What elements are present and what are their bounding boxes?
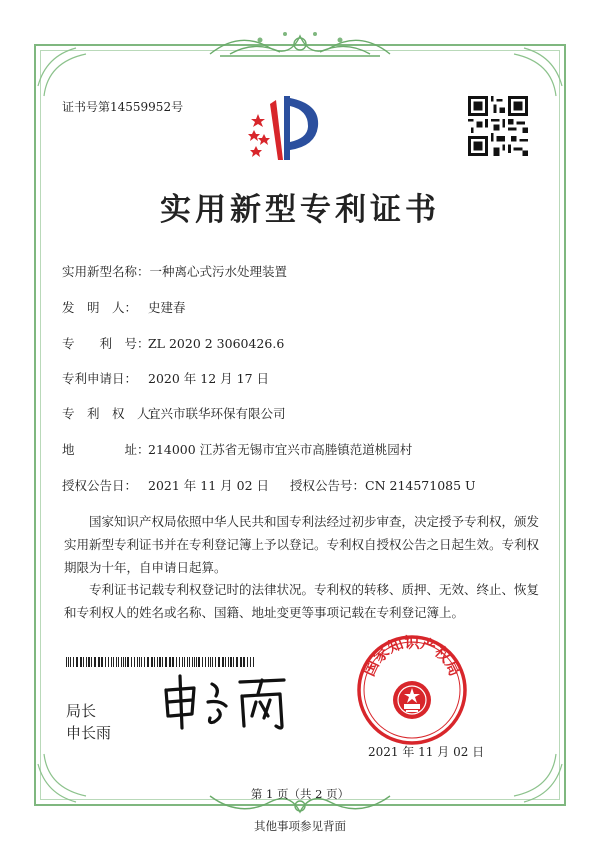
patentee-label: 专 利 权 人：: [62, 406, 163, 421]
field-utility-model-name: [62, 262, 287, 280]
announcement-number-value: CN 214571085 U: [365, 478, 476, 493]
announcement-date-value: 2021 年 11 月 02 日: [148, 478, 269, 493]
seal-text: 国家知识产权局: [359, 634, 465, 679]
field-announcement-number: [290, 476, 476, 494]
filing-date-label: 专利申请日：: [62, 371, 138, 386]
utility-model-name-label: 实用新型名称：: [62, 264, 150, 279]
filing-date-value: 2020 年 12 月 17 日: [148, 371, 269, 386]
announcement-date-label: 授权公告日：: [62, 478, 138, 493]
top-ornament: [200, 26, 400, 62]
official-seal: [356, 634, 468, 746]
inventor-label: 发 明 人：: [62, 300, 138, 315]
field-filing-date: [62, 369, 269, 387]
national-emblem-icon: [393, 681, 431, 719]
inventor-value: 史建春: [148, 300, 186, 315]
field-announcement-date: [62, 476, 269, 494]
page-number: 第 1 页（共 2 页）: [250, 787, 350, 801]
announcement-number-label: 授权公告号：: [290, 478, 366, 493]
field-patent-number: [62, 334, 284, 352]
director-signature: [160, 672, 300, 732]
certificate-title: 实用新型专利证书: [160, 192, 440, 228]
grant-statement-paragraph: 国家知识产权局依照中华人民共和国专利法经过初步审查，决定授予专利权，颁发实用新型专利证书并在专利登记簿上予以登记。专利权自授权公告之日起生效。专利权期限为十年，自申请日起算。: [64, 514, 540, 575]
field-address: [62, 440, 412, 458]
barcode-icon: [66, 657, 256, 667]
patent-number-label: 专 利 号：: [62, 336, 150, 351]
patent-number-value: ZL 2020 2 3060426.6: [148, 336, 285, 351]
svg-text:国家知识产权局: [360, 634, 464, 679]
address-label: 地 址：: [62, 442, 150, 457]
field-patentee: [62, 404, 286, 422]
field-inventor: [62, 298, 186, 316]
utility-model-name-value: 一种离心式污水处理装置: [149, 264, 288, 279]
qr-code-icon: [468, 96, 528, 156]
seal-date: 2021 年 11 月 02 日: [368, 745, 485, 759]
legal-status-paragraph: 专利证书记载专利权登记时的法律状况。专利权的转移、质押、无效、终止、恢复和专利权人的姓名或名称、国籍、地址变更等事项记载在专利登记簿上。: [64, 582, 540, 620]
director-name: 申长雨: [66, 724, 112, 742]
patentee-value: 宜兴市联华环保有限公司: [148, 406, 286, 421]
patent-office-logo-icon: [246, 90, 326, 166]
certificate-number: 证书号第14559952号: [62, 100, 184, 114]
address-value: 214000 江苏省无锡市宜兴市高塍镇范道桃园村: [148, 442, 413, 457]
director-title: 局长: [66, 702, 97, 720]
back-page-note: 其他事项参见背面: [254, 819, 346, 833]
corner-ornament-top-left: [36, 46, 96, 106]
